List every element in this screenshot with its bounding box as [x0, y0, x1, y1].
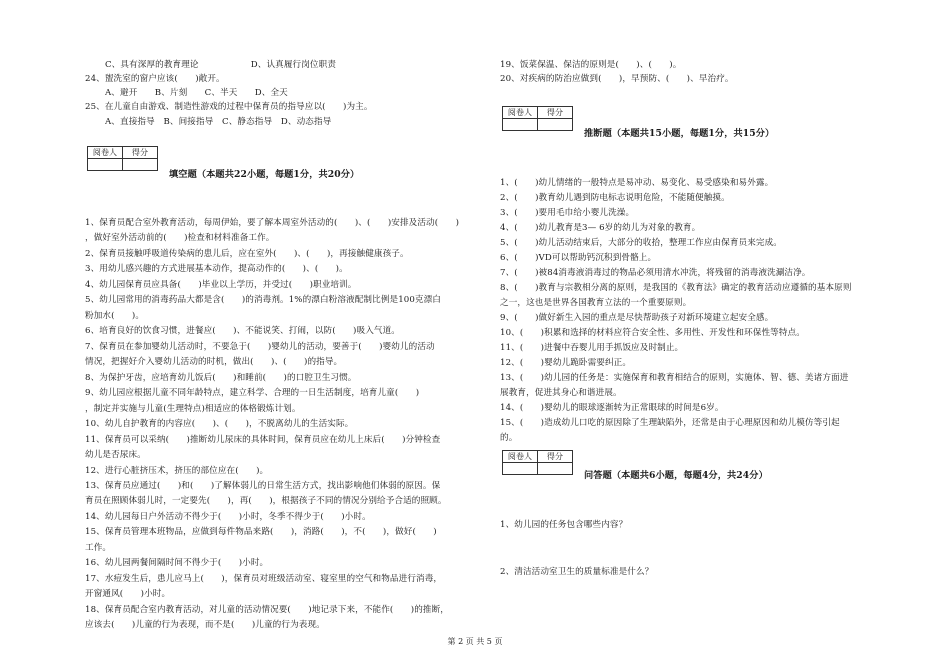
qa-section-title: 问答题（本题共6小题，每题4分，共24分） [584, 470, 768, 481]
text-line: 5、幼儿园常用的消毒药品大都是含( )的消毒剂。1%的漂白粉溶液配制比例是100克漂白 [85, 295, 441, 305]
text-line: 11、保育员可以采纳( )推断幼儿尿床的具体时间，保育员应在幼儿上床后( )分钟检查 [85, 435, 441, 445]
text-line: C、具有深厚的教育理论 D、认真履行岗位职责 [105, 60, 337, 70]
score-label: 得分 [123, 147, 158, 159]
text-line: 12、( )婴幼儿跪卧需要纠正。 [500, 358, 632, 368]
score-cell [538, 463, 573, 475]
fill-blank-section-title: 填空题（本题共22小题，每题1分，共20分） [169, 169, 360, 180]
text-line: 的。 [500, 433, 518, 443]
text-line: 15、保育员管理本班物品，应做到每件物品来路( )，消路( )，不( )，做好( ) [85, 527, 437, 537]
score-box-fill-blank [87, 146, 158, 171]
text-line: 24、盥洗室的窗户应该( )敞开。 [85, 74, 225, 84]
text-line: A、直接指导 B、间接指导 C、静态指导 D、动态指导 [105, 117, 332, 127]
text-line: 1、幼儿园的任务包含哪些内容？ [500, 520, 628, 530]
text-line: 1、保育员配合室外教育活动，每周伊始，要了解本周室外活动的( )、( )安排及活动( ) [85, 218, 460, 228]
score-label: 得分 [538, 451, 573, 463]
text-line: 13、保育员应通过( )和( )了解体弱儿的日常生活方式，找出影响他们体弱的原因。保 [85, 481, 441, 491]
text-line: 25、在儿童自由游戏、制造性游戏的过程中保育员的指导应以( )为主。 [85, 102, 373, 112]
text-line: 6、培育良好的饮食习惯，进餐应( )、不能说笑、打闹，以防( )吸入气道。 [85, 326, 400, 336]
text-line: 18、保育员配合室内教育活动，对儿童的活动情况要( )地记录下来，不能作( )的推断， [85, 605, 450, 615]
text-line: 育员在照顾体弱儿时，一定要先( )，再( )，根据孩子不同的情况分别给予合适的照顾。 [85, 496, 447, 506]
grader-label: 阅卷人 [503, 451, 538, 463]
text-line: 工作。 [85, 543, 112, 553]
grader-label: 阅卷人 [88, 147, 123, 159]
text-line: 6、( )VD可以帮助钙沉积到骨骼上。 [500, 253, 657, 263]
text-line: 展教育，促进其身心和谐进展。 [500, 388, 622, 398]
text-line: 10、幼儿自护教育的内容应( )、( )，不脱离幼儿的生活实际。 [85, 419, 354, 429]
text-line: 11、( )进餐中吞婴儿用手抓饭应及时制止。 [500, 343, 684, 353]
text-line: 10、( )积累和选择的材料应符合安全性、多用性、开发性和环保性等特点。 [500, 328, 805, 338]
text-line: 应该去( )儿童的行为表现，而不是( )儿童的行为表现。 [85, 620, 325, 630]
text-line: 16、幼儿园两餐间隔时间不得少于( )小时。 [85, 558, 269, 568]
text-line: 17、水痘发生后，患儿应马上( )，保育员对班级活动室、寝室里的空气和物品进行消毒， [85, 574, 443, 584]
text-line: 粉加水( )。 [85, 311, 145, 321]
text-line: 15、( )造成幼儿口吃的原因除了生理缺陷外，还常是由于心理原因和幼儿模仿等引起 [500, 418, 840, 428]
text-line: 9、幼儿园应根据儿童不同年龄特点，建立科学、合理的一日生活制度，培育儿童( ) [85, 388, 420, 398]
text-line: 3、用幼儿感兴趣的方式进展基本动作，提高动作的( )、( )。 [85, 264, 348, 274]
true-false-section-title: 推断题（本题共15小题，每题1分，共15分） [584, 128, 775, 139]
text-line: ，做好室外活动前的( )检查和材料准备工作。 [85, 233, 275, 243]
score-label: 得分 [538, 107, 573, 119]
grader-cell [503, 463, 538, 475]
text-line: 9、( )做好新生入园的重点是尽快帮助孩子对新环境建立起安全感。 [500, 313, 774, 323]
text-line: 2、( )教育幼儿遇到防电标志说明危险，不能随便触摸。 [500, 193, 730, 203]
text-line: 8、( )教育与宗教相分离的原则，是我国的《教育法》确定的教育活动应遵循的基本原则 [500, 283, 852, 293]
text-line: 14、幼儿园每日户外活动不得少于( )小时，冬季不得少于( )小时。 [85, 512, 371, 522]
page-number: 第 2 页 共 5 页 [447, 637, 503, 646]
text-line: 之一，这也是世界各国教育立法的一个重要原则。 [500, 298, 692, 308]
text-line: ，制定并实施与儿童(生理特点)相适应的体格锻炼计划。 [85, 404, 301, 414]
text-line: 2、保育员接触呼吸道传染病的患儿后，应在室外( )、( )，再接触健康孩子。 [85, 249, 409, 259]
text-line: 8、为保护牙齿，应培育幼儿饭后( )和睡前( )的口腔卫生习惯。 [85, 373, 357, 383]
text-line: 4、幼儿园保育员应具备( )毕业以上学历，并受过( )职业培训。 [85, 280, 357, 290]
text-line: 13、( )幼儿园的任务是：实施保育和教育相结合的原则，实施体、智、德、美诸方面进 [500, 373, 849, 383]
text-line: A、避开 B、片刻 C、半天 D、全天 [105, 88, 288, 98]
text-line: 4、( )幼儿教育是3— 6岁的幼儿为对象的教育。 [500, 223, 701, 233]
text-line: 12、进行心脏挤压术，挤压的部位应在( )。 [85, 466, 269, 476]
score-cell [123, 159, 158, 171]
text-line: 开窗通风( )小时。 [85, 589, 171, 599]
grader-cell [88, 159, 123, 171]
grader-cell [503, 119, 538, 131]
text-line: 幼儿是否尿床。 [85, 450, 146, 460]
score-box-true-false [502, 106, 573, 131]
text-line: 14、( )婴幼儿的眼球逐渐转为正常眼球的时间是6岁。 [500, 403, 724, 413]
text-line: 19、饭菜保温、保洁的原则是( )、( )。 [500, 60, 682, 70]
text-line: 3、( )要用毛巾给小婴儿洗澡。 [500, 208, 635, 218]
score-cell [538, 119, 573, 131]
text-line: 20、对疾病的防治应做到( )，早预防、( )、早治疗。 [500, 74, 734, 84]
text-line: 2、清洁活动室卫生的质量标准是什么？ [500, 567, 654, 577]
text-line: 5、( )幼儿活动结束后，大部分的收拾，整理工作应由保育员来完成。 [500, 238, 782, 248]
text-line: 情况，把握好介入婴幼儿活动的时机，做出( )、( )的指导。 [85, 357, 343, 367]
text-line: 7、( )被84消毒液消毒过的物品必须用清水冲洗，将残留的消毒液洗涮洁净。 [500, 268, 811, 278]
text-line: 1、( )幼儿情绪的一般特点是易冲动、易变化、易受感染和易外露。 [500, 178, 774, 188]
text-line: 7、保育员在参加婴幼儿活动时，不要急于( )婴幼儿的活动，要善于( )婴幼儿的活动 [85, 342, 435, 352]
score-box-qa [502, 450, 573, 475]
grader-label: 阅卷人 [503, 107, 538, 119]
